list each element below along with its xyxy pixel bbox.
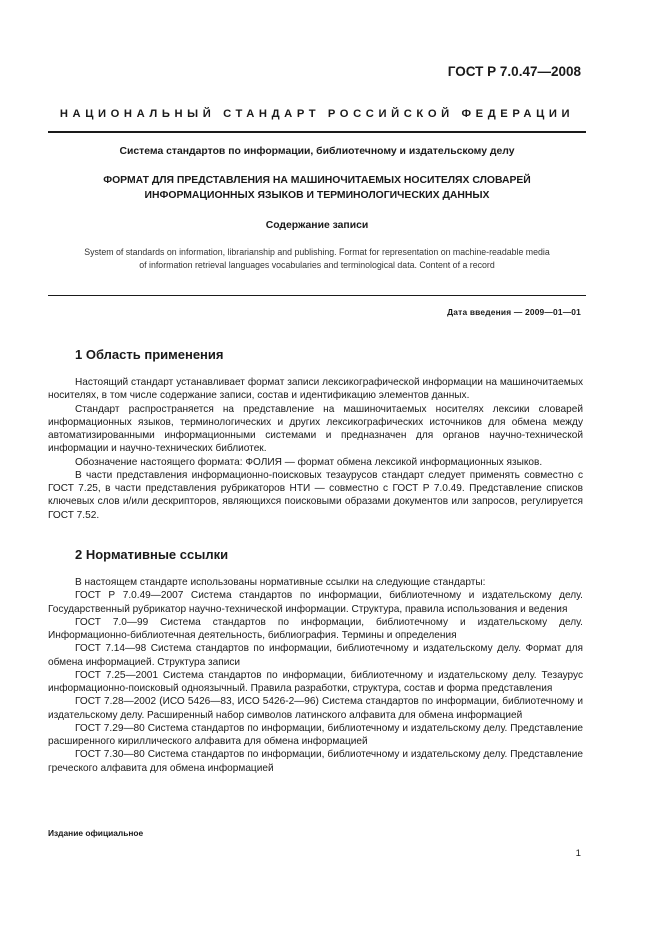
reference-item: ГОСТ 7.29—80 Система стандартов по информации, библиотечному и издательскому делу. Представление расширенного кириллического алфавита для обмена информацией	[48, 722, 583, 747]
introduction-date: Дата введения — 2009—01—01	[447, 307, 581, 317]
section-2-heading: 2 Нормативные ссылки	[75, 547, 229, 562]
paragraph: В части представления информационно-поисковых тезаурусов стандарт следует применять совместно с ГОСТ 7.25, в части представления рубрикаторов НТИ — совместно с ГОСТ Р 7.0.49. Представление списков ключевых слов и/или дескрипторов, являющихся поисковыми образами документов или запросов, регулируется ГОСТ 7.52.	[48, 469, 583, 521]
subtitle: Содержание записи	[265, 220, 369, 231]
standards-series-title: Система стандартов по информации, библиотечному и издательскому делу	[119, 146, 515, 157]
reference-item: ГОСТ Р 7.0.49—2007 Система стандартов по информации, библиотечному и издательскому делу. Государственный рубрикатор научно-технической информации. Структура, правила использования и ведения	[48, 590, 583, 615]
reference-item: ГОСТ 7.14—98 Система стандартов по информации, библиотечному и издательскому делу. Формат для обмена информацией. Структура записи	[48, 643, 583, 668]
paragraph: В настоящем стандарте использованы нормативные ссылки на следующие стандарты:	[75, 577, 486, 588]
section-2-body	[48, 576, 583, 775]
reference-item: ГОСТ 7.25—2001 Система стандартов по информации, библиотечному и издательскому делу. Тезаурус информационно-поисковый одноязычный. Правила разработки, структура, состав и форма представления	[48, 669, 583, 694]
document-code: ГОСТ Р 7.0.47—2008	[447, 64, 581, 79]
paragraph: Обозначение настоящего формата: ФОЛИЯ — формат обмена лексикой информационных языков.	[75, 456, 543, 468]
title-rule	[48, 295, 586, 296]
main-title: ФОРМАТ ДЛЯ ПРЕДСТАВЛЕНИЯ НА МАШИНОЧИТАЕМЫХ НОСИТЕЛЯХ СЛОВАРЕЙ ИНФОРМАЦИОННЫХ ЯЗЫКОВ И ТЕРМИНОЛОГИЧЕСКИХ ДАННЫХ	[103, 175, 531, 201]
section-1-heading: 1 Область применения	[75, 347, 224, 362]
reference-item: ГОСТ 7.0—99 Система стандартов по информации, библиотечному и издательскому делу. Информационно-библиотечная деятельность, библиография. Термины и определения	[48, 616, 583, 641]
page-number: 1	[575, 848, 581, 859]
header-rule	[48, 131, 586, 133]
paragraph: Стандарт распространяется на представление на машиночитаемых носителях лексики словарей информационных языков, терминологических и других лексикографических источников для обмена между автоматизированными информационными системами и предназначен для органов научно-технической информации и научно-технических библиотек.	[48, 403, 583, 455]
reference-item: ГОСТ 7.30—80 Система стандартов по информации, библиотечному и издательскому делу. Представление греческого алфавита для обмена информацией	[48, 749, 583, 774]
reference-item: ГОСТ 7.28—2002 (ИСО 5426—83, ИСО 5426-2—96) Система стандартов по информации, библиотечному и издательскому делу. Расширенный набор символов латинского алфавита для обмена информацией	[48, 696, 583, 721]
official-edition-note: Издание официальное	[48, 828, 144, 838]
national-standard-banner: НАЦИОНАЛЬНЫЙ СТАНДАРТ РОССИЙСКОЙ ФЕДЕРАЦИИ	[59, 108, 575, 120]
section-1-body	[48, 376, 583, 522]
paragraph: Настоящий стандарт устанавливает формат записи лексикографической информации на машиночитаемых носителях, в том числе содержание записи, состав и идентификацию элементов данных.	[48, 377, 583, 402]
english-title: System of standards on information, librarianship and publishing. Format for representation on machine-readable media of information retrieval languages vocabularies and terminological data. Content of a record	[84, 247, 550, 270]
